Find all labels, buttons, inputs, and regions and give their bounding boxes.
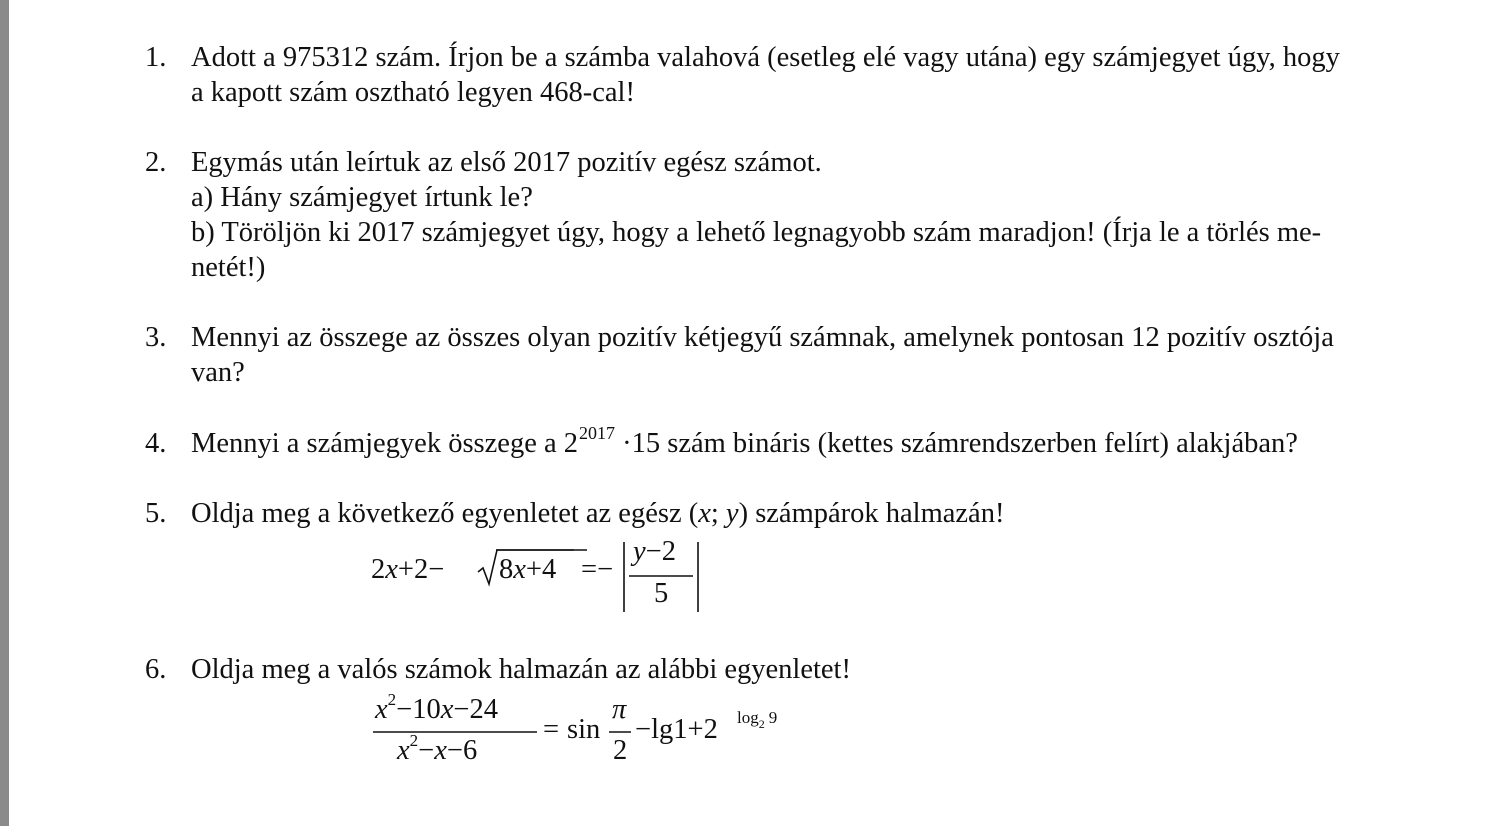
equals-sign: = xyxy=(543,714,560,745)
text-segment: Oldja meg a következő egyenletet az egész ( xyxy=(191,498,699,529)
sin-function: sin xyxy=(567,714,601,745)
text-line xyxy=(191,496,1431,531)
sqrt-radicand: 8x+4 xyxy=(499,554,557,585)
separator: ; xyxy=(710,498,726,529)
problem-text xyxy=(191,496,1431,531)
sqrt-overline xyxy=(496,548,576,552)
text-line: Egymás után leírtuk az első 2017 pozitív egész számot. xyxy=(191,147,822,178)
fraction-denominator: 5 xyxy=(654,578,669,609)
fraction-numerator: $x^2-10x-24$ xyxy=(375,690,498,725)
fraction-bar xyxy=(373,730,539,734)
problem-text xyxy=(191,423,1431,464)
variable-y: y xyxy=(725,498,739,529)
equals-minus: =− xyxy=(581,554,614,585)
pi-denominator: 2 xyxy=(613,735,628,766)
problem-number: 1. xyxy=(145,42,167,73)
problem-number: 2. xyxy=(145,147,167,178)
text-segment: ) számpárok halmazán! xyxy=(738,498,1005,529)
variable-x: x xyxy=(698,498,711,529)
sqrt-radical-sign xyxy=(477,548,499,588)
text-line: netét!) xyxy=(191,252,266,283)
text-line: a kapott szám osztható legyen 468-cal! xyxy=(191,77,635,108)
lg-term: −lg1+2 xyxy=(635,714,718,745)
pi-symbol: π xyxy=(612,694,627,725)
abs-bar-right xyxy=(696,542,700,612)
log-exponent: $\log_2 9$ xyxy=(737,708,778,731)
text-segment: Mennyi a számjegyek összege a 2 xyxy=(191,428,578,459)
problem-number: 4. xyxy=(145,428,167,459)
fraction-numerator: y−2 xyxy=(633,536,676,567)
fraction-denominator: $x^2-x-6$ xyxy=(397,731,478,766)
left-edge-bar xyxy=(0,0,9,826)
text-segment: ·15 szám bináris (kettes számrendszerben felírt) alakjában? xyxy=(615,428,1298,459)
problem-number: 3. xyxy=(145,322,167,353)
exponent: 2017 xyxy=(579,423,615,443)
abs-bar-left xyxy=(622,542,626,612)
problem-text xyxy=(191,652,1431,687)
text-line: Mennyi az összege az összes olyan pozitív kétjegyű számnak, amelynek pontosan 12 pozitív osztója xyxy=(191,322,1334,353)
problem-text xyxy=(191,145,1431,285)
text-line: Adott a 975312 szám. Írjon be a számba valahová (esetleg elé vagy utána) egy számjegyet úgy, hogy xyxy=(191,42,1340,73)
equation-5 xyxy=(371,538,711,618)
problem-text xyxy=(191,40,1431,110)
problem-number: 5. xyxy=(145,498,167,529)
problem-number: 6. xyxy=(145,654,167,685)
text-line: b) Töröljön ki 2017 számjegyet úgy, hogy a lehető legnagyobb szám maradjon! (Írja le a törlés me- xyxy=(191,217,1322,248)
text-line: van? xyxy=(191,357,245,388)
equation-lhs: 2x+2− xyxy=(371,554,445,585)
document-page xyxy=(9,0,1498,826)
text-line: a) Hány számjegyet írtunk le? xyxy=(191,182,533,213)
text-line: Oldja meg a valós számok halmazán az alábbi egyenletet! xyxy=(191,654,851,685)
equation-6 xyxy=(371,690,801,774)
problem-text xyxy=(191,320,1431,390)
fraction-bar xyxy=(609,730,633,734)
text-line xyxy=(191,423,1431,464)
